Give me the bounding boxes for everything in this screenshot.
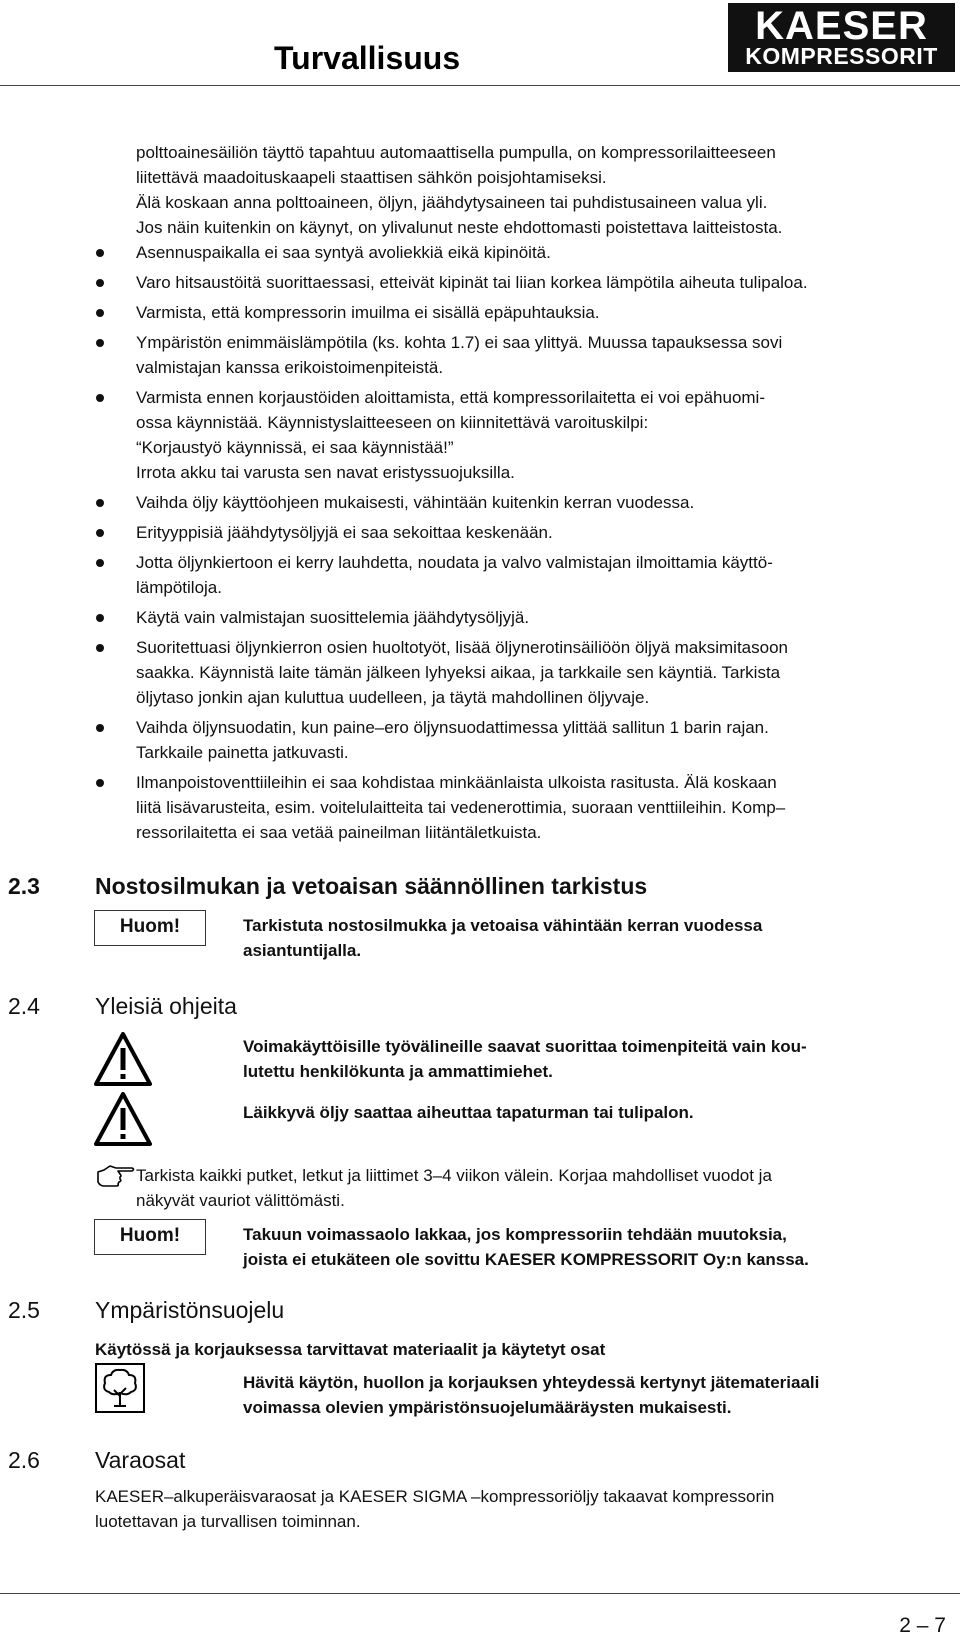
bullet-icon: [96, 499, 104, 507]
environment-text: Hävitä käytön, huollon ja korjauksen yhteydessä kertynyt jätemateriaali voimassa olevien ympäristönsuojelumääräysten mukaisesti.: [243, 1373, 820, 1417]
list-item-text: Asennuspaikalla ei saa syntyä avoliekkiä eikä kipinöitä.: [136, 243, 551, 262]
list-item-text: Suoritettuasi öljynkierron osien huoltotyöt, lisää öljynerotinsäiliöön öljyä maksimitasoon saakka. Käynnistä laite tämän jälkeen lyhyeksi aikaa, ja tarkkaile sen käyntiä. Tarkista öljytaso jonkin ajan kuluttua uudelleen, ja täytä mahdollinen öljyvaje.: [136, 638, 789, 707]
section-title: Varaosat: [95, 1447, 186, 1473]
logo-sub-text: KOMPRESSORIT: [745, 43, 938, 69]
list-item: [0, 330, 960, 380]
bullet-icon: [96, 559, 104, 567]
list-item: [0, 635, 960, 710]
page-number: 2 – 7: [899, 1614, 946, 1637]
list-item-text: Käytä vain valmistajan suosittelemia jäähdytysöljyjä.: [136, 608, 530, 627]
bullet-icon: [96, 529, 104, 537]
list-item-text: Ympäristön enimmäislämpötila (ks. kohta 1.7) ei saa ylittyä. Muussa tapauksessa sovi valmistajan kanssa erikoistoimenpiteistä.: [136, 333, 783, 377]
bullet-icon: [96, 644, 104, 652]
warning-triangle-icon: [94, 1092, 152, 1146]
list-item-text: Varo hitsaustöitä suorittaessasi, etteivät kipinät tai liian korkea lämpötila aiheuta tulipaloa.: [136, 273, 808, 292]
section-number: 2.6: [8, 1447, 40, 1473]
list-item-text: Jotta öljynkiertoon ei kerry lauhdetta, noudata ja valvo valmistajan ilmoittamia käyttö- lämpötiloja.: [136, 553, 773, 597]
section-title: Yleisiä ohjeita: [95, 993, 237, 1019]
list-item-text: Varmista, että kompressorin imuilma ei sisällä epäpuhtauksia.: [136, 303, 600, 322]
list-item-text: Vaihda öljy käyttöohjeen mukaisesti, vähintään kuitenkin kerran vuodessa.: [136, 493, 695, 512]
section-number: 2.3: [8, 873, 40, 899]
list-item: [0, 770, 960, 845]
note-label-box: Huom!: [94, 910, 206, 946]
section-title: Ympäristönsuojelu: [95, 1297, 285, 1323]
subheading: Käytössä ja korjauksessa tarvittavat materiaalit ja käytetyt osat: [95, 1340, 606, 1359]
intro-paragraph: [136, 140, 956, 240]
list-item: [0, 490, 960, 515]
list-item-text: Erityyppisiä jäähdytysöljyjä ei saa sekoittaa keskenään.: [136, 523, 553, 542]
list-item-text: Ilmanpoistoventtiileihin ei saa kohdistaa minkäänlaista ulkoista rasitusta. Älä koskaan liitä lisävarusteita, esim. voitelulaitteita tai vedenerottimia, suoraan venttiileihin. Komp– ressorilaitetta ei saa vetää paineilman liitäntäletkuista.: [136, 773, 786, 842]
section-number: 2.4: [8, 993, 40, 1019]
tree-icon: [94, 1362, 146, 1414]
list-item: [0, 270, 960, 295]
bullet-icon: [96, 309, 104, 317]
intro-line: polttoainesäiliön täyttö tapahtuu automaattisella pumpulla, on kompressorilaitteeseen: [136, 143, 776, 162]
list-item: [0, 605, 960, 630]
list-item-text: Varmista ennen korjaustöiden aloittamista, että kompressorilaitetta ei voi epähuomi- ossa käynnistää. Käynnistyslaitteeseen on kiinnitettävä varoituskilpi: “Korjaustyö käynnissä, ei saa käynnistää!” Irrota akku tai varusta sen navat eristyssuojuksilla.: [136, 388, 765, 482]
warning-triangle-icon: [94, 1032, 152, 1086]
kaeser-logo: [728, 3, 955, 72]
note-text: Tarkistuta nostosilmukka ja vetoaisa vähintään kerran vuodessa asiantuntijalla.: [243, 916, 763, 960]
note-label-box: Huom!: [94, 1219, 206, 1255]
bullet-icon: [96, 614, 104, 622]
intro-line: Jos näin kuitenkin on käynyt, on ylivalunut neste ehdottomasti poistettava laitteistosta.: [136, 218, 783, 237]
intro-line: liitettävä maadoituskaapeli staattisen sähkön poisjohtamiseksi.: [136, 168, 607, 187]
warning-text: Läikkyvä öljy saattaa aiheuttaa tapaturman tai tulipalon.: [243, 1103, 694, 1122]
warning-text: Voimakäyttöisille työvälineille saavat suorittaa toimenpiteitä vain kou- lutettu henkilökunta ja ammattimiehet.: [243, 1037, 807, 1081]
bullet-icon: [96, 724, 104, 732]
bullet-icon: [96, 249, 104, 257]
header-divider: [0, 85, 960, 86]
tip-text: Tarkista kaikki putket, letkut ja liittimet 3–4 viikon välein. Korjaa mahdolliset vuodot ja näkyvät vauriot välittömästi.: [136, 1166, 772, 1210]
section-title: Nostosilmukan ja vetoaisan säännöllinen tarkistus: [95, 873, 648, 899]
list-item: [0, 550, 960, 600]
pointing-hand-icon: [96, 1162, 136, 1188]
list-item-text: Vaihda öljynsuodatin, kun paine–ero öljynsuodattimessa ylittää sallitun 1 barin rajan. Tarkkaile painetta jatkuvasti.: [136, 718, 769, 762]
list-item: [0, 520, 960, 545]
footer-divider: [0, 1593, 960, 1594]
intro-line: Älä koskaan anna polttoaineen, öljyn, jäähdytysaineen tai puhdistusaineen valua yli.: [136, 193, 768, 212]
bullet-icon: [96, 279, 104, 287]
bullet-icon: [96, 779, 104, 787]
logo-main-text: KAESER: [755, 4, 928, 48]
bullet-icon: [96, 339, 104, 347]
bullet-icon: [96, 394, 104, 402]
spare-parts-text: KAESER–alkuperäisvaraosat ja KAESER SIGMA –kompressoriöljy takaavat kompressorin luotettavan ja turvallisen toiminnan.: [95, 1487, 775, 1531]
list-item: [0, 240, 960, 265]
note-text: Takuun voimassaolo lakkaa, jos kompressoriin tehdään muutoksia, joista ei etukäteen ole sovittu KAESER KOMPRESSORIT Oy:n kanssa.: [243, 1225, 809, 1269]
list-item: [0, 385, 960, 485]
section-number: 2.5: [8, 1297, 40, 1323]
list-item: [0, 300, 960, 325]
list-item: [0, 715, 960, 765]
page-title: Turvallisuus: [274, 40, 461, 76]
safety-bullet-list: [0, 240, 960, 850]
